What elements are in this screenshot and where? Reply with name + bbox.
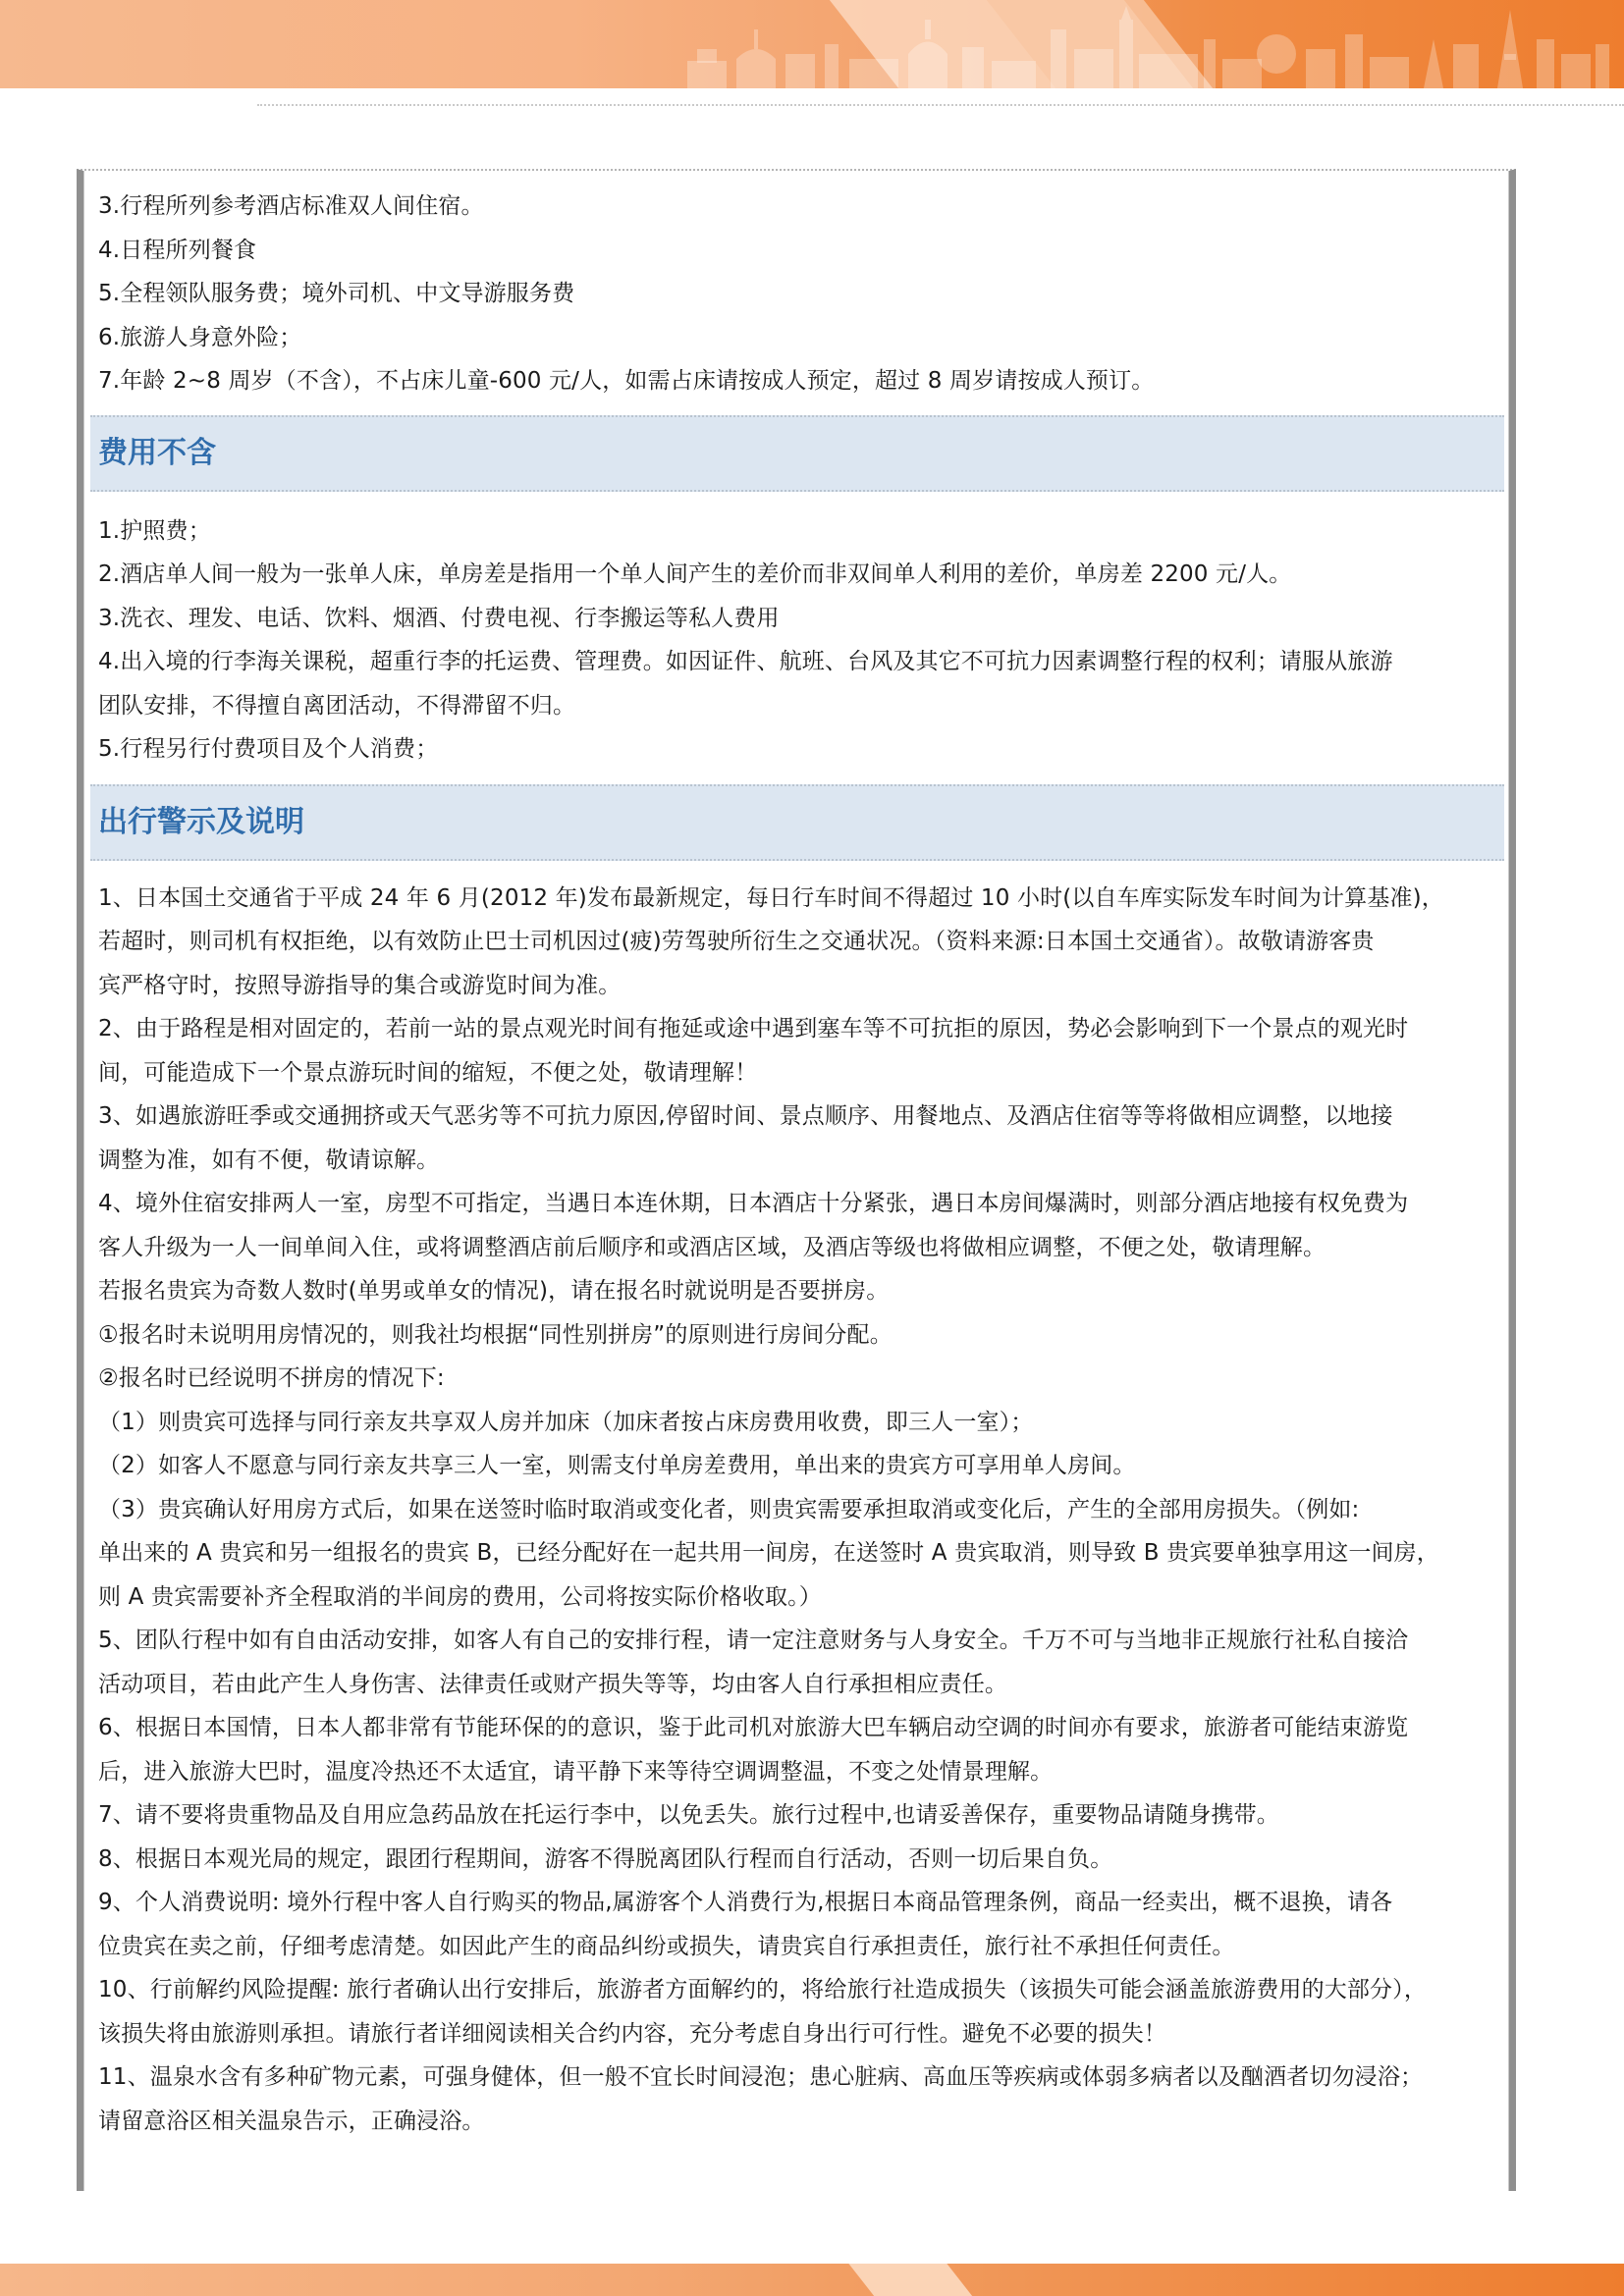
notice-line: 客人升级为一人一间单间入住，或将调整酒店前后顺序和或酒店区域，及酒店等级也将做相应调整，不便之处，敬请理解。 xyxy=(98,1234,1326,1260)
notice-line: （2）如客人不愿意与同行亲友共享三人一室，则需支付单房差费用，单出来的贵宾方可享用单人房间。 xyxy=(98,1453,1136,1478)
notice-line: 9、个人消费说明: 境外行程中客人自行购买的物品,属游客个人消费行为,根据日本商品管理条例，商品一经卖出，概不退换，请各 xyxy=(98,1890,1393,1915)
header-divider xyxy=(257,104,1624,106)
notice-line: 位贵宾在卖之前，仔细考虑清楚。如因此产生的商品纠纷或损失，请贵宾自行承担责任，旅行社不承担任何责任。 xyxy=(98,1933,1235,1959)
included-item: 4.日程所列餐食 xyxy=(98,237,257,263)
document-content xyxy=(90,185,1504,2143)
footer-band xyxy=(0,2264,1624,2296)
notice-line: 则 A 贵宾需要补齐全程取消的半间房的费用，公司将按实际价格收取。） xyxy=(98,1583,822,1610)
excluded-item: 5.行程另行付费项目及个人消费； xyxy=(98,736,439,762)
notice-line: 若超时，则司机有权拒绝，以有效防止巴士司机因过(疲)劳驾驶所衍生之交通状况。（资料来源:日本国土交通省）。故敬请游客贵 xyxy=(98,929,1375,954)
excluded-item: 3.洗衣、理发、电话、饮料、烟酒、付费电视、行李搬运等私人费用 xyxy=(98,605,780,631)
notice-line: （1）则贵宾可选择与同行亲友共享双人房并加床（加床者按占床房费用收费，即三人一室）； xyxy=(98,1409,1034,1435)
notice-line: 活动项目，若由此产生人身伤害、法律责任或财产损失等等，均由客人自行承担相应责任。 xyxy=(98,1671,1007,1697)
notice-line: 5、团队行程中如有自由活动安排，如客人有自己的安排行程，请一定注意财务与人身安全。千万不可与当地非正规旅行社私自接洽 xyxy=(98,1628,1409,1653)
notice-line: 请留意浴区相关温泉告示，正确浸浴。 xyxy=(98,2108,485,2134)
notice-line: 间，可能造成下一个景点游玩时间的缩短，不便之处，敬请理解！ xyxy=(98,1059,758,1086)
notice-line: 该损失将由旅游则承担。请旅行者详细阅读相关合约内容，充分考虑自身出行可行性。避免不必要的损失！ xyxy=(98,2020,1167,2047)
excluded-item: 1.护照费； xyxy=(98,517,211,544)
notice-line: 后，进入旅游大巴时，温度冷热还不太适宜，请平静下来等待空调调整温，不变之处情景理解。 xyxy=(98,1758,1054,1785)
notice-line: 6、根据日本国情，日本人都非常有节能环保的的意识，鉴于此司机对旅游大巴车辆启动空调的时间亦有要求，旅游者可能结束游览 xyxy=(98,1715,1409,1740)
notice-line: 若报名贵宾为奇数人数时(单男或单女的情况)，请在报名时就说明是否要拼房。 xyxy=(98,1278,890,1304)
notice-line: 10、行前解约风险提醒: 旅行者确认出行安排后，旅游者方面解约的，将给旅行社造成损失（该损失可能会涵盖旅游费用的大部分）， xyxy=(98,1977,1427,2002)
notice-line: 7、请不要将贵重物品及自用应急药品放在托运行李中，以免丢失。旅行过程中,也请妥善保存，重要物品请随身携带。 xyxy=(98,1802,1279,1828)
excluded-item: 团队安排，不得擅自离团活动，不得滞留不归。 xyxy=(98,692,576,719)
notice-line: 1、日本国土交通省于平成 24 年 6 月(2012 年)发布最新规定，每日行车时间不得超过 10 小时(以自车库实际发车时间为计算基准)， xyxy=(98,884,1444,911)
footer-stripe xyxy=(841,2264,986,2296)
included-list xyxy=(90,185,1504,403)
excluded-item: 4.出入境的行李海关课税，超重行李的托运费、管理费。如因证件、航班、台风及其它不可抗力因素调整行程的权利；请服从旅游 xyxy=(98,649,1393,674)
included-item: 5.全程领队服务费；境外司机、中文导游服务费 xyxy=(98,281,575,306)
excluded-list xyxy=(90,509,1504,772)
included-item: 3.行程所列参考酒店标准双人间住宿。 xyxy=(98,193,484,219)
notice-line: ②报名时已经说明不拼房的情况下: xyxy=(98,1365,445,1391)
notice-line: 2、由于路程是相对固定的，若前一站的景点观光时间有拖延或途中遇到塞车等不可抗拒的原因，势必会影响到下一个景点的观光时 xyxy=(98,1016,1409,1041)
notice-line: 3、如遇旅游旺季或交通拥挤或天气恶劣等不可抗力原因,停留时间、景点顺序、用餐地点、及酒店住宿等等将做相应调整，以地接 xyxy=(98,1103,1393,1129)
notice-list xyxy=(90,877,1504,2144)
notice-line: 4、境外住宿安排两人一室，房型不可指定，当遇日本连休期，日本酒店十分紧张，遇日本房间爆满时，则部分酒店地接有权免费为 xyxy=(98,1191,1409,1216)
notice-line: 单出来的 A 贵宾和另一组报名的贵宾 B，已经分配好在一起共用一间房，在送签时 A 贵宾取消，则导致 B 贵宾要单独享用这一间房， xyxy=(98,1540,1439,1566)
notice-line: 宾严格守时，按照导游指导的集合或游览时间为准。 xyxy=(98,972,622,998)
section-title-notice: 出行警示及说明 xyxy=(90,784,1504,861)
section-title-excluded: 费用不含 xyxy=(90,415,1504,492)
notice-line: 调整为准，如有不便，敬请谅解。 xyxy=(98,1147,440,1173)
notice-line: 8、根据日本观光局的规定，跟团行程期间，游客不得脱离团队行程而自行活动，否则一切后果自负。 xyxy=(98,1845,1113,1872)
landmark-skyline-icon xyxy=(677,0,1624,88)
excluded-item: 2.酒店单人间一般为一张单人床，单房差是指用一个单人间产生的差价而非双间单人利用的差价，单房差 2200 元/人。 xyxy=(98,561,1292,587)
notice-line: （3）贵宾确认好用房方式后，如果在送签时临时取消或变化者，则贵宾需要承担取消或变化后，产生的全部用房损失。（例如: xyxy=(98,1496,1360,1522)
header-banner xyxy=(0,0,1624,88)
included-item: 6.旅游人身意外险； xyxy=(98,324,302,350)
included-item: 7.年龄 2~8 周岁（不含），不占床儿童-600 元/人，如需占床请按成人预定，超过 8 周岁请按成人预订。 xyxy=(98,368,1155,394)
notice-line: ①报名时未说明用房情况的，则我社均根据“同性别拼房”的原则进行房间分配。 xyxy=(98,1321,893,1348)
notice-line: 11、温泉水含有多种矿物元素，可强身健体，但一般不宜长时间浸泡；患心脏病、高血压等疾病或体弱多病者以及酗酒者切勿浸浴； xyxy=(98,2064,1424,2090)
